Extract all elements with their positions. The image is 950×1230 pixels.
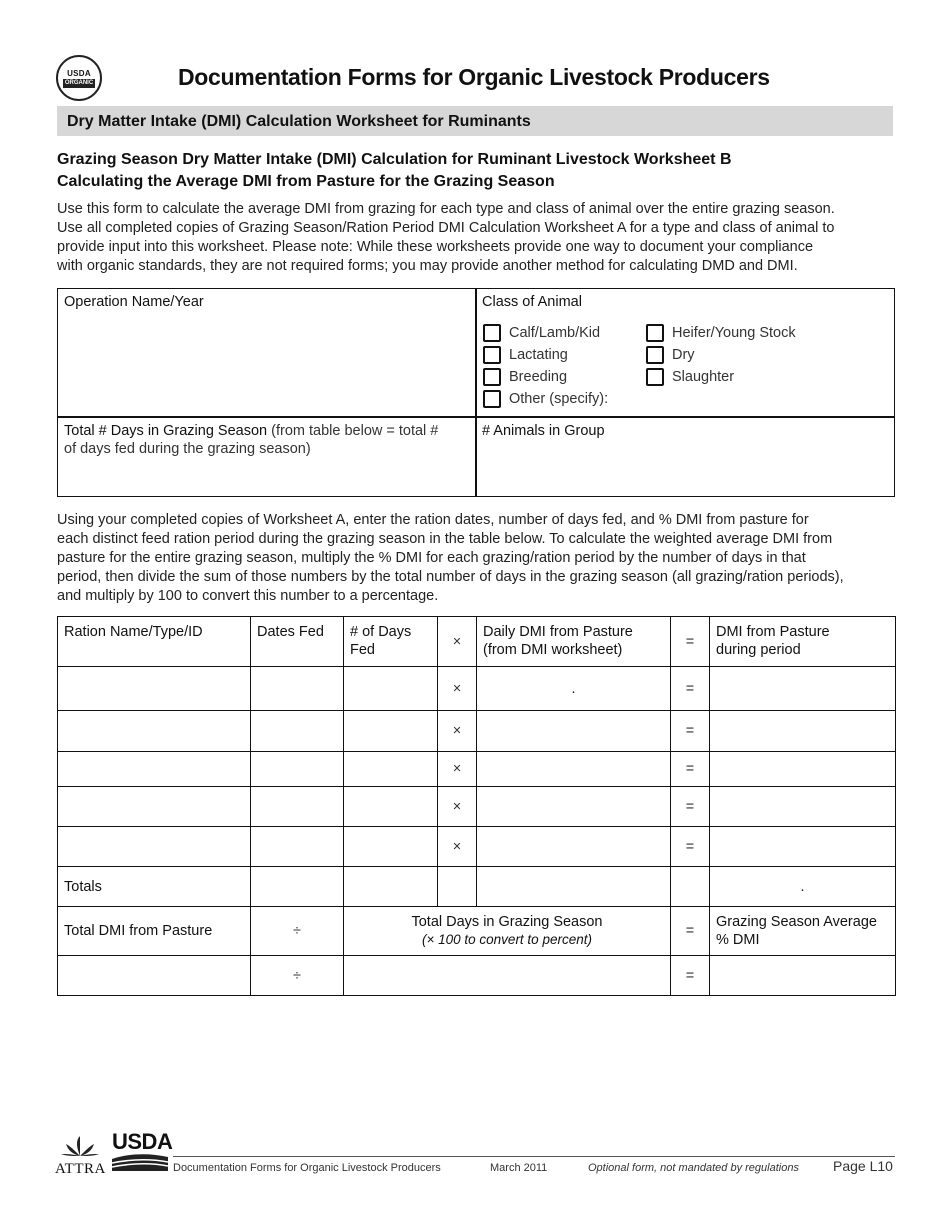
totals-blank [438, 867, 477, 907]
header-daily-line2: (from DMI worksheet) [483, 642, 623, 658]
worksheet-heading: Grazing Season Dry Matter Intake (DMI) Calculation for Ruminant Livestock Worksheet B [57, 151, 732, 168]
checkbox-lactating[interactable] [483, 346, 501, 364]
intro-line: Use this form to calculate the average DMI from grazing for each type and class of animal over the entire grazing season. [57, 201, 835, 217]
totals-dmi-input[interactable]: . [710, 867, 896, 907]
footer-optional-note: Optional form, not mandated by regulations [588, 1162, 799, 1174]
dmi-period-input[interactable] [710, 667, 896, 711]
dmi-period-input[interactable] [710, 752, 896, 787]
usda-organic-seal [56, 55, 102, 101]
checkbox-calf-label: Calf/Lamb/Kid [509, 325, 601, 341]
total-days-season-text: Total Days in Grazing Season [411, 914, 603, 930]
checkbox-heifer-label: Heifer/Young Stock [672, 325, 796, 341]
seal-bottom-text: ORGANIC [64, 79, 94, 86]
totals-dates[interactable] [251, 867, 344, 907]
checkbox-other[interactable] [483, 390, 501, 408]
intro-line: provide input into this worksheet. Please note: While these worksheets provide one way to document your compliance [57, 239, 814, 255]
checkbox-dry-label: Dry [672, 347, 695, 363]
days-input[interactable] [344, 787, 438, 827]
table-row [58, 827, 896, 867]
summary-header-row [58, 907, 896, 956]
attra-logo-text: ATTRA [55, 1161, 106, 1177]
section-band-title: Dry Matter Intake (DMI) Calculation Worksheet for Ruminants [67, 113, 531, 130]
table-row [58, 752, 896, 787]
equals-sign: = [671, 956, 710, 996]
equals-sign: = [671, 711, 710, 752]
instructions-line: pasture for the entire grazing season, multiply the % DMI for each grazing/ration period by the number of days in that [57, 550, 806, 566]
footer-document-title: Documentation Forms for Organic Livestock Producers [173, 1162, 441, 1174]
table-row [58, 667, 896, 711]
totals-daily[interactable] [477, 867, 671, 907]
leaf-icon [60, 1134, 100, 1156]
total-days-label-note-2: of days fed during the grazing season) [64, 441, 311, 457]
total-days-label [64, 422, 438, 440]
header-ration: Ration Name/Type/ID [58, 617, 251, 667]
attra-logo [55, 1134, 105, 1178]
header-days-line1: # of Days [350, 624, 412, 640]
table-row [58, 787, 896, 827]
dates-input[interactable] [251, 827, 344, 867]
dmi-period-input[interactable] [710, 827, 896, 867]
dmi-period-input[interactable] [710, 711, 896, 752]
dates-input[interactable] [251, 711, 344, 752]
checkbox-heifer[interactable] [646, 324, 664, 342]
divide-sign: ÷ [251, 907, 344, 956]
table-header-row [58, 617, 896, 667]
header-days-line2: Fed [350, 642, 375, 658]
average-dmi-line2: % DMI [716, 932, 760, 948]
daily-dmi-input[interactable] [477, 827, 671, 867]
checkbox-calf[interactable] [483, 324, 501, 342]
checkbox-other-label: Other (specify): [509, 391, 609, 407]
header-daily-dmi [477, 617, 671, 667]
multiply-sign: × [438, 752, 477, 787]
ration-input[interactable] [58, 827, 251, 867]
equals-sign: = [671, 907, 710, 956]
total-days-input[interactable] [344, 956, 671, 996]
average-dmi-input[interactable] [710, 956, 896, 996]
instructions-paragraph [57, 511, 897, 606]
seal-top-text: USDA [67, 68, 91, 78]
calculation-table [57, 616, 896, 996]
header-dates-fed: Dates Fed [251, 617, 344, 667]
daily-dmi-input[interactable] [477, 787, 671, 827]
total-dmi-input[interactable] [58, 956, 251, 996]
footer-date: March 2011 [490, 1162, 548, 1174]
instructions-line: Using your completed copies of Worksheet A, enter the ration dates, number of days fed, and % DMI from pasture for [57, 512, 809, 528]
total-days-label-note: (from table below = total # [267, 423, 439, 439]
summary-input-row [58, 956, 896, 996]
ration-input[interactable] [58, 711, 251, 752]
total-days-label-bold: Total # Days in Grazing Season [64, 423, 268, 439]
average-dmi-line1: Grazing Season Average [716, 914, 877, 930]
multiply-sign: × [438, 667, 477, 711]
checkbox-slaughter[interactable] [646, 368, 664, 386]
multiply-sign: × [438, 711, 477, 752]
dates-input[interactable] [251, 787, 344, 827]
operation-name-field[interactable] [57, 288, 477, 418]
page-title: Documentation Forms for Organic Livestock Producers [178, 64, 770, 90]
checkbox-slaughter-label: Slaughter [672, 369, 735, 385]
dates-input[interactable] [251, 752, 344, 787]
totals-days[interactable] [344, 867, 438, 907]
section-band [57, 106, 893, 136]
ration-input[interactable] [58, 752, 251, 787]
checkbox-breeding-label: Breeding [509, 369, 568, 385]
totals-label: Totals [58, 867, 251, 907]
checkbox-dry[interactable] [646, 346, 664, 364]
table-row [58, 711, 896, 752]
class-of-animal-box [475, 288, 895, 418]
instructions-line: and multiply by 100 to convert this number to a percentage. [57, 588, 439, 604]
multiply-sign: × [438, 787, 477, 827]
checkbox-lactating-label: Lactating [509, 347, 568, 363]
days-input[interactable] [344, 667, 438, 711]
equals-sign: = [671, 617, 710, 667]
usda-logo-text: USDA [112, 1129, 173, 1154]
average-dmi-label [710, 907, 896, 956]
multiply-sign: × [438, 617, 477, 667]
class-of-animal-label: Class of Animal [482, 294, 582, 310]
dates-input[interactable] [251, 667, 344, 711]
usda-landscape-icon [112, 1153, 168, 1171]
equals-sign: = [671, 827, 710, 867]
multiply-sign: × [438, 827, 477, 867]
days-input[interactable] [344, 711, 438, 752]
ration-input[interactable] [58, 667, 251, 711]
ration-input[interactable] [58, 787, 251, 827]
days-input[interactable] [344, 827, 438, 867]
divide-sign: ÷ [251, 956, 344, 996]
intro-paragraph [57, 200, 897, 276]
animals-in-group-field[interactable] [475, 416, 895, 497]
operation-name-label: Operation Name/Year [64, 294, 204, 310]
total-days-field[interactable] [57, 416, 477, 497]
days-input[interactable] [344, 752, 438, 787]
instructions-line: each distinct feed ration period during the grazing season in the table below. To calculate the weighted average DMI from [57, 531, 833, 547]
totals-row [58, 867, 896, 907]
footer-divider [173, 1156, 895, 1157]
header-dmi-period [710, 617, 896, 667]
checkbox-breeding[interactable] [483, 368, 501, 386]
daily-dmi-input[interactable] [477, 752, 671, 787]
header-result-line1: DMI from Pasture [716, 624, 830, 640]
intro-line: with organic standards, they are not required forms; you may provide another method for calculating DMD and DMI. [57, 258, 798, 274]
intro-line: Use all completed copies of Grazing Season/Ration Period DMI Calculation Worksheet A for a type and class of animal to [57, 220, 835, 236]
equals-sign: = [671, 667, 710, 711]
worksheet-subheading: Calculating the Average DMI from Pasture for the Grazing Season [57, 173, 555, 190]
totals-blank [671, 867, 710, 907]
dmi-period-input[interactable] [710, 787, 896, 827]
daily-dmi-input[interactable] [477, 711, 671, 752]
header-daily-line1: Daily DMI from Pasture [483, 624, 633, 640]
header-result-line2: during period [716, 642, 801, 658]
equals-sign: = [671, 752, 710, 787]
total-dmi-label: Total DMI from Pasture [58, 907, 251, 956]
equals-sign: = [671, 787, 710, 827]
daily-dmi-input[interactable]: . [477, 667, 671, 711]
header-days-fed [344, 617, 438, 667]
footer-page-number: Page L10 [833, 1158, 893, 1174]
usda-logo [112, 1131, 172, 1176]
total-days-season-label [344, 907, 671, 956]
total-days-season-note: (× 100 to convert to percent) [422, 932, 592, 947]
animals-in-group-label: # Animals in Group [482, 423, 605, 439]
instructions-line: period, then divide the sum of those numbers by the total number of days in the grazing season (all grazing/ration periods), [57, 569, 844, 585]
